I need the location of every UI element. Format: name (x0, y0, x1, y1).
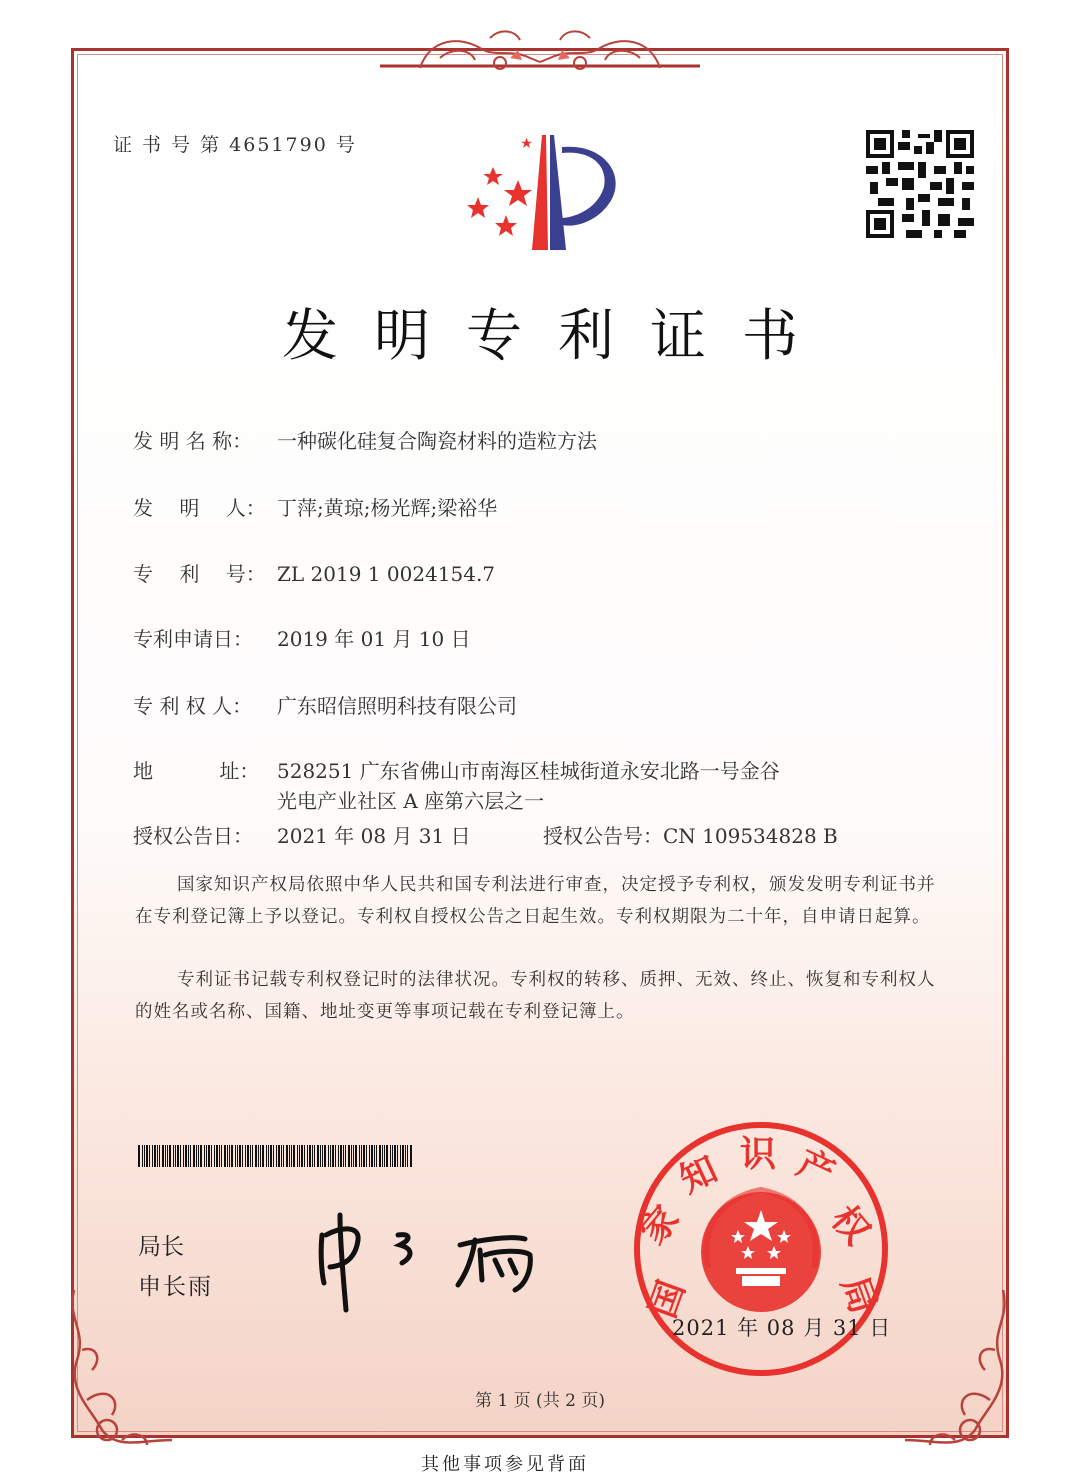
field-address (133, 755, 780, 784)
barcode-icon (138, 1145, 413, 1167)
svg-text:国: 国 (642, 1275, 694, 1324)
svg-text:产: 产 (790, 1142, 841, 1196)
top-ornament-icon (380, 18, 700, 74)
paragraph-legal-status: 专利证书记载专利权登记时的法律状况。专利权的转移、质押、无效、终止、恢复和专利权人的姓名或名称、国籍、地址变更等事项记载在专利登记簿上。 (135, 970, 936, 1022)
address-label: 地 址： (133, 759, 260, 783)
cnipa-logo-icon (458, 125, 628, 250)
grant-number-value: CN 109534828 B (663, 824, 838, 848)
svg-text:识: 识 (740, 1134, 777, 1175)
patent-number-value: ZL 2019 1 0024154.7 (277, 562, 496, 586)
field-application-date (133, 623, 471, 652)
certificate-number: 证 书 号 第 4651790 号 (113, 134, 357, 156)
inventors-label: 发 明 人： (133, 496, 266, 520)
svg-text:权: 权 (822, 1198, 878, 1253)
paragraph-grant-statement: 国家知识产权局依照中华人民共和国专利法进行审查，决定授予专利权，颁发发明专利证书并在专利登记簿上予以登记。专利权自授权公告之日起生效。专利权期限为二十年，自申请日起算。 (135, 875, 936, 927)
signature-icon (310, 1205, 550, 1315)
inventors-value: 丁萍;黄琼;杨光辉;梁裕华 (277, 496, 498, 520)
patentee-value: 广东昭信照明科技有限公司 (277, 694, 517, 718)
invention-name-label: 发 明 名 称： (133, 429, 253, 453)
patent-number-label: 专 利 号： (133, 562, 266, 586)
address-value-line1: 528251 广东省佛山市南海区桂城街道永安北路一号金谷 (277, 759, 780, 783)
certificate-title: 发明专利证书 (282, 304, 834, 369)
director-title: 局长 (138, 1234, 184, 1260)
svg-text:家: 家 (632, 1198, 688, 1253)
grant-number-label: 授权公告号： (543, 824, 663, 848)
grant-date-label: 授权公告日： (133, 824, 253, 848)
invention-name-value: 一种碳化硅复合陶瓷材料的造粒方法 (277, 429, 597, 453)
grant-date-value: 2021 年 08 月 31 日 (277, 824, 471, 848)
corner-ornament-bottom-right-icon (905, 1290, 1015, 1460)
application-date-value: 2019 年 01 月 10 日 (277, 627, 471, 651)
patentee-label: 专 利 权 人： (133, 694, 253, 718)
field-inventors (133, 492, 497, 521)
svg-text:局: 局 (832, 1271, 884, 1319)
field-grant-date (133, 820, 471, 849)
field-invention-name (133, 425, 597, 454)
seal-date: 2021 年 08 月 31 日 (672, 1316, 892, 1340)
page-indicator: 第 1 页 (共 2 页) (475, 1391, 605, 1411)
back-note: 其他事项参见背面 (421, 1454, 589, 1475)
director-name: 申长雨 (138, 1274, 213, 1300)
application-date-label: 专利申请日： (133, 627, 253, 651)
corner-ornament-bottom-left-icon (62, 1290, 172, 1460)
address-value-line2: 光电产业社区 A 座第六层之一 (277, 789, 545, 813)
qr-code-icon[interactable] (866, 130, 974, 238)
field-patentee (133, 690, 517, 719)
svg-text:知: 知 (673, 1149, 724, 1202)
field-grant-number (543, 820, 838, 849)
field-patent-number (133, 558, 495, 587)
